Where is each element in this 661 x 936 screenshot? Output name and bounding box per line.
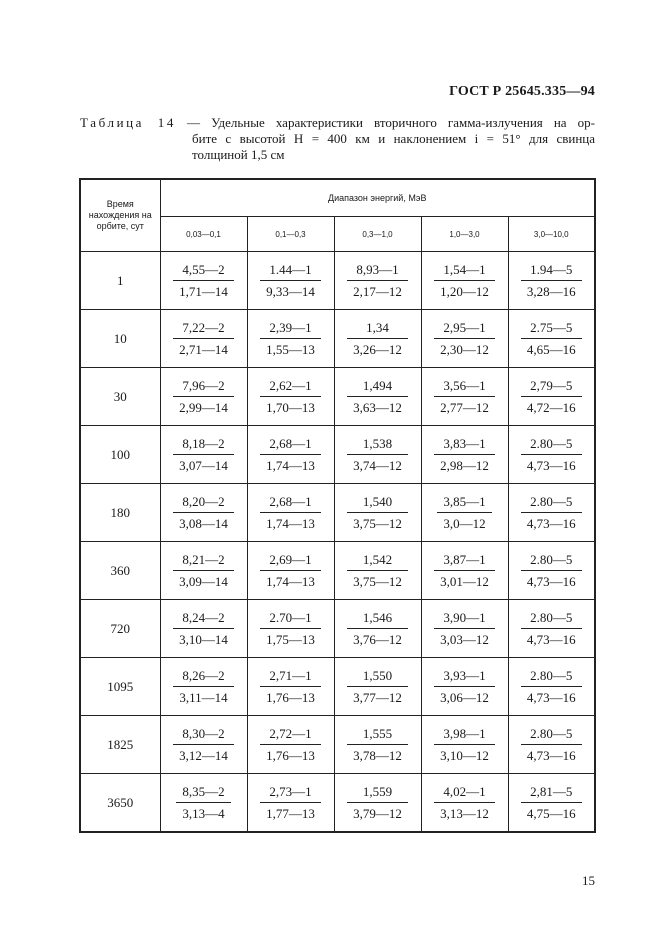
value-cell <box>334 774 421 833</box>
fraction-denominator: 1,55—13 <box>266 341 315 357</box>
fraction-denominator: 3,11—14 <box>179 689 228 705</box>
document-code: ГОСТ Р 25645.335—94 <box>449 84 595 99</box>
value-cell <box>421 542 508 600</box>
fraction-numerator: 8,24—2 <box>173 609 234 629</box>
value-cell <box>247 716 334 774</box>
fraction-denominator: 4,73—16 <box>526 631 576 647</box>
fraction-value <box>521 435 582 474</box>
fraction-denominator: 3,13—12 <box>440 805 489 821</box>
time-cell: 720 <box>80 600 160 658</box>
fraction-numerator: 3,98—1 <box>434 725 495 745</box>
value-cell <box>508 774 595 833</box>
value-cell <box>160 252 247 310</box>
fraction-value <box>260 261 321 300</box>
fraction-numerator: 8,30—2 <box>173 725 234 745</box>
fraction-numerator: 1,494 <box>347 377 408 397</box>
value-cell <box>421 600 508 658</box>
fraction-numerator: 8,18—2 <box>173 435 234 455</box>
fraction-value <box>260 725 321 764</box>
value-cell <box>247 426 334 484</box>
value-cell <box>421 310 508 368</box>
value-cell <box>334 368 421 426</box>
value-cell <box>508 542 595 600</box>
fraction-numerator: 2.80—5 <box>521 435 582 455</box>
fraction-numerator: 2.75—5 <box>521 319 582 339</box>
table-body <box>80 252 595 833</box>
time-cell: 180 <box>80 484 160 542</box>
caption-line-3: толщиной 1,5 см <box>192 147 285 162</box>
value-cell <box>508 600 595 658</box>
value-cell <box>160 484 247 542</box>
fraction-value <box>347 609 408 648</box>
fraction-value <box>173 667 233 706</box>
value-cell <box>334 600 421 658</box>
fraction-numerator: 2,69—1 <box>260 551 321 571</box>
fraction-denominator: 3,63—12 <box>353 399 402 415</box>
fraction-numerator: 1,546 <box>347 609 408 629</box>
fraction-value <box>347 725 408 764</box>
value-cell <box>160 716 247 774</box>
table-row <box>80 542 595 600</box>
energy-range-column-header: 3,0—10,0 <box>508 217 595 252</box>
fraction-denominator: 3,07—14 <box>179 457 228 473</box>
page-number: 15 <box>582 873 595 888</box>
value-cell <box>247 368 334 426</box>
fraction-denominator: 1,74—13 <box>266 457 315 473</box>
fraction-denominator: 3,76—12 <box>353 631 402 647</box>
fraction-denominator: 3,13—4 <box>182 805 225 821</box>
fraction-numerator: 1,542 <box>347 551 408 571</box>
fraction-value <box>521 783 582 822</box>
time-cell: 1 <box>80 252 160 310</box>
value-cell <box>508 310 595 368</box>
value-cell <box>508 484 595 542</box>
fraction-denominator: 4,65—16 <box>526 341 576 357</box>
fraction-value <box>260 319 321 358</box>
fraction-value <box>260 377 321 416</box>
fraction-denominator: 4,73—16 <box>526 515 576 531</box>
fraction-denominator: 3,01—12 <box>440 573 489 589</box>
table-row <box>80 368 595 426</box>
fraction-numerator: 2,62—1 <box>260 377 321 397</box>
fraction-numerator: 3,83—1 <box>434 435 495 455</box>
fraction-denominator: 2,98—12 <box>440 457 489 473</box>
fraction-value <box>521 551 582 590</box>
value-cell <box>334 426 421 484</box>
fraction-value <box>347 319 408 358</box>
fraction-value <box>260 493 321 532</box>
fraction-denominator: 4,75—16 <box>526 805 576 821</box>
fraction-value <box>521 319 582 358</box>
table-row <box>80 600 595 658</box>
time-cell: 10 <box>80 310 160 368</box>
value-cell <box>160 600 247 658</box>
fraction-value <box>434 319 495 358</box>
time-cell: 100 <box>80 426 160 484</box>
fraction-denominator: 9,33—14 <box>266 283 315 299</box>
fraction-denominator: 3,26—12 <box>353 341 402 357</box>
fraction-value <box>173 493 234 532</box>
fraction-value <box>260 435 321 474</box>
value-cell <box>508 426 595 484</box>
fraction-denominator: 1,76—13 <box>266 689 315 705</box>
fraction-value <box>521 667 582 706</box>
fraction-value <box>260 783 321 822</box>
value-cell <box>247 600 334 658</box>
fraction-value <box>347 377 408 416</box>
caption-lead: Таблица 14 <box>80 115 176 130</box>
fraction-numerator: 7,96—2 <box>173 377 234 397</box>
fraction-value <box>176 783 230 822</box>
caption-line-1-rest: — Удельные характеристики вторичного гамма-излучения на ор- <box>187 115 595 130</box>
value-cell <box>247 542 334 600</box>
fraction-denominator: 4,73—16 <box>526 689 576 705</box>
fraction-value <box>434 667 495 706</box>
value-cell <box>160 542 247 600</box>
fraction-denominator: 4,73—16 <box>526 457 576 473</box>
value-cell <box>508 368 595 426</box>
value-cell <box>334 484 421 542</box>
energy-range-column-header: 1,0—3,0 <box>421 217 508 252</box>
fraction-numerator: 8,21—2 <box>173 551 234 571</box>
fraction-numerator: 2,71—1 <box>260 667 321 687</box>
fraction-numerator: 2,68—1 <box>260 493 321 513</box>
value-cell <box>421 484 508 542</box>
value-cell <box>160 426 247 484</box>
fraction-numerator: 1,34 <box>347 319 408 339</box>
fraction-denominator: 3,03—12 <box>440 631 489 647</box>
fraction-numerator: 1.94—5 <box>521 261 582 281</box>
table-caption <box>80 115 595 163</box>
fraction-value <box>173 377 234 416</box>
fraction-denominator: 3,0—12 <box>443 515 486 531</box>
fraction-denominator: 2,99—14 <box>179 399 228 415</box>
value-cell <box>247 774 334 833</box>
fraction-denominator: 1,70—13 <box>266 399 315 415</box>
fraction-numerator: 2.70—1 <box>260 609 321 629</box>
fraction-numerator: 7,22—2 <box>173 319 234 339</box>
table-row <box>80 252 595 310</box>
fraction-numerator: 3,85—1 <box>437 493 491 513</box>
value-cell <box>508 658 595 716</box>
fraction-denominator: 3,79—12 <box>353 805 402 821</box>
value-cell <box>247 310 334 368</box>
fraction-numerator: 8,26—2 <box>173 667 233 687</box>
fraction-value <box>434 377 495 416</box>
fraction-denominator: 4,73—16 <box>526 747 576 763</box>
fraction-numerator: 8,35—2 <box>176 783 230 803</box>
fraction-numerator: 1,555 <box>347 725 408 745</box>
fraction-denominator: 1,74—13 <box>266 573 315 589</box>
time-cell: 360 <box>80 542 160 600</box>
fraction-denominator: 2,30—12 <box>440 341 489 357</box>
value-cell <box>334 716 421 774</box>
caption-line-1 <box>80 115 595 131</box>
data-table <box>79 178 596 833</box>
fraction-value <box>173 319 234 358</box>
fraction-numerator: 2,39—1 <box>260 319 321 339</box>
data-table-container <box>79 178 594 833</box>
fraction-value <box>173 725 234 764</box>
energy-range-header: Диапазон энергий, МэВ <box>160 179 595 217</box>
fraction-numerator: 2,68—1 <box>260 435 321 455</box>
fraction-denominator: 2,17—12 <box>353 283 402 299</box>
fraction-denominator: 3,78—12 <box>353 747 402 763</box>
table-row <box>80 310 595 368</box>
fraction-denominator: 4,73—16 <box>526 573 576 589</box>
fraction-numerator: 1,559 <box>347 783 408 803</box>
energy-range-column-header: 0,1—0,3 <box>247 217 334 252</box>
fraction-numerator: 2,73—1 <box>260 783 321 803</box>
fraction-denominator: 3,75—12 <box>353 515 402 531</box>
table-row <box>80 484 595 542</box>
fraction-value <box>521 261 582 300</box>
fraction-value <box>347 551 408 590</box>
fraction-denominator: 3,28—16 <box>526 283 576 299</box>
fraction-denominator: 1,76—13 <box>266 747 315 763</box>
value-cell <box>160 658 247 716</box>
fraction-numerator: 1,54—1 <box>434 261 495 281</box>
fraction-value <box>434 261 495 300</box>
fraction-denominator: 3,10—12 <box>440 747 489 763</box>
time-column-header: Время нахождения на орбите, сут <box>80 179 160 252</box>
fraction-denominator: 1,71—14 <box>179 283 228 299</box>
fraction-numerator: 2.80—5 <box>521 667 582 687</box>
fraction-value <box>521 493 582 532</box>
value-cell <box>160 368 247 426</box>
fraction-value <box>260 667 321 706</box>
caption-line-2: бите с высотой H = 400 км и наклонением i = 51° для свинца <box>192 131 595 146</box>
fraction-value <box>521 377 582 416</box>
fraction-value <box>173 435 234 474</box>
fraction-numerator: 3,90—1 <box>434 609 495 629</box>
fraction-value <box>347 783 408 822</box>
value-cell <box>334 310 421 368</box>
fraction-denominator: 3,08—14 <box>179 515 228 531</box>
value-cell <box>247 484 334 542</box>
table-row <box>80 774 595 833</box>
value-cell <box>160 774 247 833</box>
fraction-numerator: 8,93—1 <box>347 261 408 281</box>
fraction-numerator: 2.80—5 <box>521 725 582 745</box>
energy-range-column-header: 0,03—0,1 <box>160 217 247 252</box>
fraction-numerator: 1,540 <box>347 493 408 513</box>
fraction-numerator: 8,20—2 <box>173 493 234 513</box>
fraction-value <box>347 667 408 706</box>
fraction-numerator: 2,79—5 <box>521 377 582 397</box>
fraction-numerator: 2,72—1 <box>260 725 321 745</box>
fraction-denominator: 3,06—12 <box>440 689 489 705</box>
value-cell <box>334 658 421 716</box>
fraction-value <box>347 493 408 532</box>
value-cell <box>421 774 508 833</box>
table-row <box>80 716 595 774</box>
fraction-denominator: 3,09—14 <box>179 573 228 589</box>
fraction-denominator: 2,77—12 <box>440 399 489 415</box>
value-cell <box>334 252 421 310</box>
fraction-value <box>437 493 491 532</box>
fraction-denominator: 1,75—13 <box>266 631 315 647</box>
fraction-numerator: 2.80—5 <box>521 609 582 629</box>
fraction-denominator: 1,20—12 <box>440 283 489 299</box>
fraction-value <box>173 609 234 648</box>
fraction-numerator: 3,87—1 <box>434 551 495 571</box>
time-cell: 1095 <box>80 658 160 716</box>
value-cell <box>160 310 247 368</box>
fraction-value <box>173 261 234 300</box>
fraction-value <box>434 609 495 648</box>
value-cell <box>421 252 508 310</box>
fraction-value <box>347 261 408 300</box>
fraction-numerator: 1.44—1 <box>260 261 321 281</box>
table-row <box>80 658 595 716</box>
fraction-denominator: 4,72—16 <box>526 399 576 415</box>
energy-range-column-header: 0,3—1,0 <box>334 217 421 252</box>
value-cell <box>334 542 421 600</box>
value-cell <box>421 368 508 426</box>
value-cell <box>508 716 595 774</box>
fraction-value <box>434 725 495 764</box>
fraction-denominator: 3,12—14 <box>179 747 228 763</box>
fraction-numerator: 4,55—2 <box>173 261 234 281</box>
fraction-numerator: 2,81—5 <box>521 783 582 803</box>
fraction-denominator: 1,77—13 <box>266 805 315 821</box>
fraction-denominator: 3,10—14 <box>179 631 228 647</box>
table-row <box>80 426 595 484</box>
fraction-value <box>347 435 408 474</box>
value-cell <box>421 716 508 774</box>
fraction-numerator: 1,538 <box>347 435 408 455</box>
fraction-numerator: 2,95—1 <box>434 319 495 339</box>
fraction-numerator: 4,02—1 <box>434 783 495 803</box>
fraction-numerator: 3,56—1 <box>434 377 495 397</box>
fraction-denominator: 3,74—12 <box>353 457 402 473</box>
fraction-numerator: 2.80—5 <box>521 493 582 513</box>
value-cell <box>421 426 508 484</box>
fraction-value <box>173 551 234 590</box>
value-cell <box>421 658 508 716</box>
fraction-value <box>434 783 495 822</box>
fraction-value <box>260 551 321 590</box>
time-cell: 30 <box>80 368 160 426</box>
fraction-denominator: 3,75—12 <box>353 573 402 589</box>
fraction-value <box>521 609 582 648</box>
fraction-value <box>521 725 582 764</box>
fraction-numerator: 1,550 <box>347 667 408 687</box>
time-cell: 1825 <box>80 716 160 774</box>
fraction-denominator: 3,77—12 <box>353 689 402 705</box>
fraction-denominator: 2,71—14 <box>179 341 228 357</box>
value-cell <box>247 252 334 310</box>
value-cell <box>508 252 595 310</box>
fraction-value <box>434 551 495 590</box>
fraction-value <box>260 609 321 648</box>
value-cell <box>247 658 334 716</box>
fraction-numerator: 2.80—5 <box>521 551 582 571</box>
fraction-denominator: 1,74—13 <box>266 515 315 531</box>
fraction-numerator: 3,93—1 <box>434 667 495 687</box>
fraction-value <box>434 435 495 474</box>
time-cell: 3650 <box>80 774 160 833</box>
